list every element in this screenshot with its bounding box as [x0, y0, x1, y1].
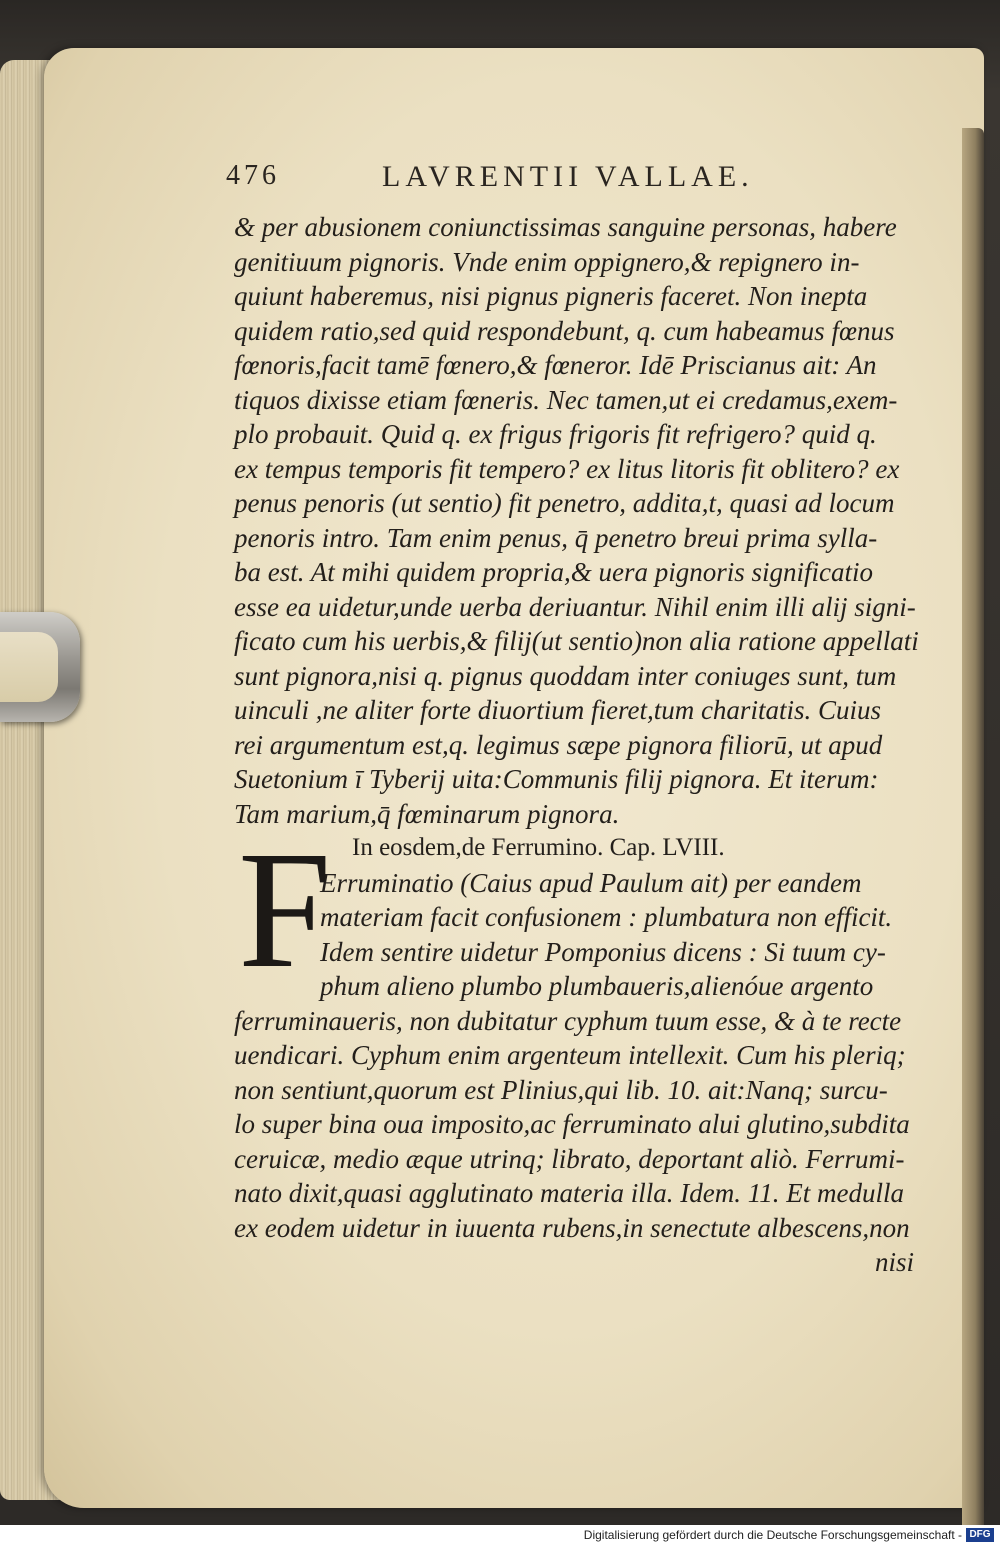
page-clip: [0, 612, 80, 722]
text-line: sunt pignora,nisi q. pignus quoddam inter coniuges sunt, tum: [234, 660, 897, 691]
text-line: Erruminatio (Caius apud Paulum ait) per eandem: [320, 867, 862, 898]
text-line: penus penoris (ut sentio) fit penetro, addita,t, quasi ad locum: [234, 488, 895, 518]
text-line: uinculi ,ne aliter forte diuortium fieret,tum charitatis. Cuius: [234, 695, 881, 725]
text-line: non sentiunt,quorum est Plinius,qui lib. 10. ait:Nanq; surcu-: [234, 1074, 888, 1105]
text-line: Suetonium ī Tyberij uita:Communis filij pignora. Et iterum:: [234, 764, 879, 794]
text-line: lo super bina oua imposito,ac ferruminato alui glutino,subdita: [234, 1109, 910, 1139]
running-header: [226, 160, 926, 200]
dfg-logo: DFG: [966, 1528, 994, 1542]
text-line: Idem sentire uidetur Pomponius dicens : Si tuum cy-: [320, 936, 886, 967]
text-line: penoris intro. Tam enim penus, q̄ penetro breui prima sylla-: [234, 522, 878, 553]
text-line: nato dixit,quasi agglutinato materia illa. Idem. 11. Et medulla: [234, 1178, 904, 1208]
text-line: Tam marium,q̄ fœminarum pignora.: [234, 798, 620, 829]
text-line: tiquos dixisse etiam fœneris. Nec tamen,ut ei credamus,exem-: [234, 384, 898, 415]
text-line: fœnoris,facit tamē fœnero,& fœneror. Idē Priscianus ait: An: [234, 350, 877, 380]
text-line: ex tempus temporis fit tempero? ex litus litoris fit oblitero? ex: [234, 453, 900, 484]
text-line: esse ea uidetur,unde uerba deriuantur. Nihil enim illi alij signi-: [234, 591, 916, 622]
text-line: quidem ratio,sed quid respondebunt, q. cum habeamus fœnus: [234, 315, 895, 346]
footer-credit: Digitalisierung gefördert durch die Deutsche Forschungsgemeinschaft -: [583, 1528, 962, 1542]
text-line: & per abusionem coniunctissimas sanguine personas, habere: [234, 212, 897, 242]
text-line: uendicari. Cyphum enim argenteum intellexit. Cum his pleriq;: [234, 1040, 906, 1070]
drop-cap: F: [238, 817, 332, 1003]
text-line: ba est. At mihi quidem propria,& uera pignoris significatio: [234, 557, 874, 587]
footer-bar: [0, 1525, 1000, 1545]
text-line: ferruminaueris, non dubitatur cyphum tuum esse, & à te recte: [234, 1005, 902, 1036]
text-line: ex eodem uidetur in iuuenta rubens,in senectute albescens,non: [234, 1212, 910, 1243]
body-text: [234, 210, 919, 1280]
text-line: phum alieno plumbo plumbaueris,alienóue argento: [320, 971, 874, 1001]
text-line: rei argumentum est,q. legimus sæpe pignora filiorū, ut apud: [234, 729, 883, 760]
text-line: ficato cum his uerbis,& filij(ut sentio)non alia ratione appellati: [234, 626, 919, 656]
catchword: nisi: [874, 1247, 914, 1277]
page-number: 476: [226, 160, 280, 191]
chapter-heading: In eosdem,de Ferrumino. Cap. LVIII.: [352, 834, 725, 861]
text-line: quiunt haberemus, nisi pignus pigneris faceret. Non inepta: [234, 281, 868, 311]
text-line: materiam facit confusionem : plumbatura non efficit.: [320, 902, 893, 932]
text-line: plo probauit. Quid q. ex frigus frigoris fit refrigero? quid q.: [234, 419, 877, 449]
text-line: genitiuum pignoris. Vnde enim oppignero,& repignero in-: [234, 246, 860, 277]
running-title: LAVRENTII VALLAE.: [382, 160, 754, 193]
text-line: ceruicæ, medio æque utrinq; librato, deportant aliò. Ferrumi-: [234, 1143, 905, 1174]
page-edge: [962, 128, 984, 1525]
